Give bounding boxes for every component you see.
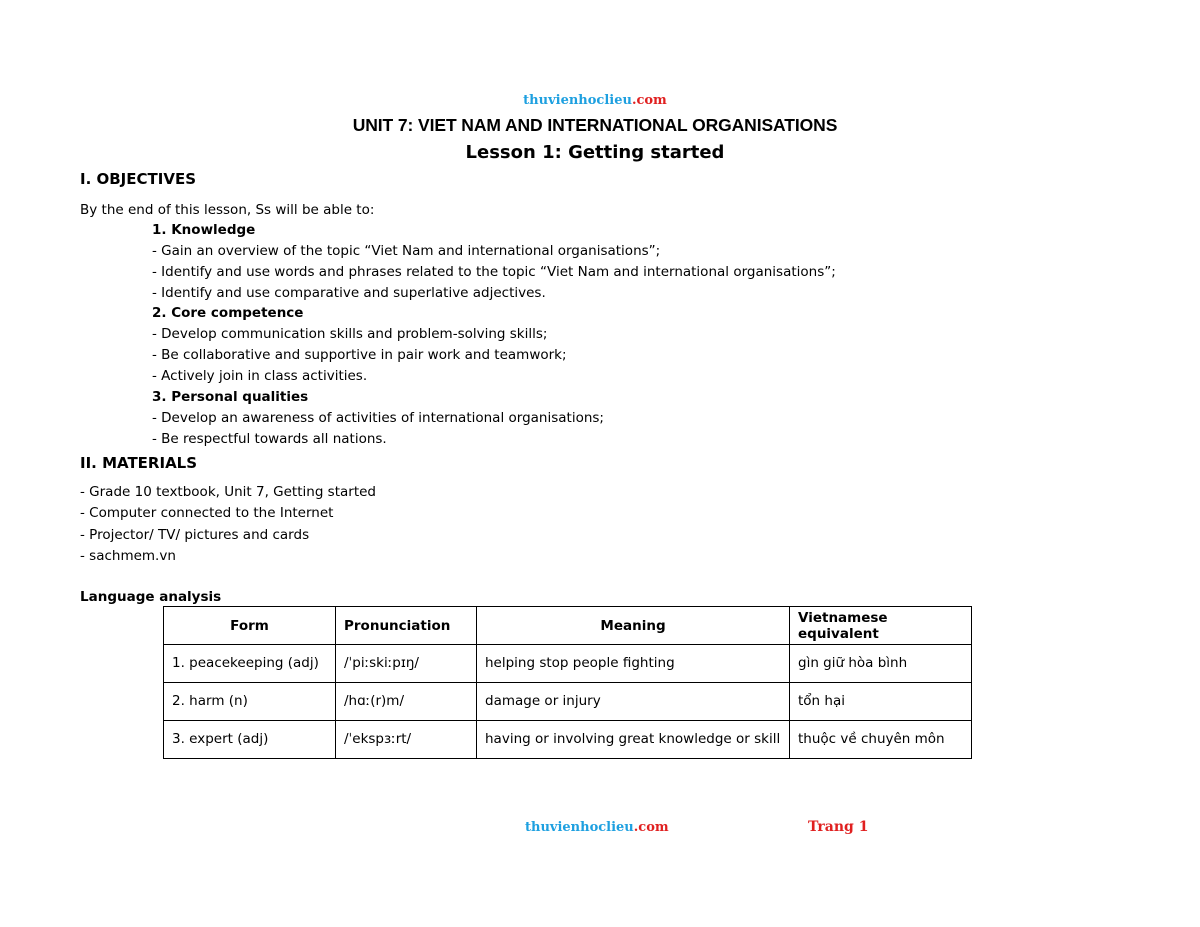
cell-vietnamese: gìn giữ hòa bình	[790, 645, 972, 683]
knowledge-item: - Gain an overview of the topic “Viet Nam and international organisations”;	[152, 243, 661, 259]
materials-heading: II. MATERIALS	[80, 454, 198, 472]
cell-pronunciation: /hɑː(r)m/	[336, 683, 477, 721]
cell-vietnamese: thuộc về chuyên môn	[790, 721, 972, 759]
knowledge-item: - Identify and use words and phrases related to the topic “Viet Nam and international organisations”;	[152, 264, 836, 280]
cell-pronunciation: /ˈekspɜːrt/	[336, 721, 477, 759]
cell-meaning: having or involving great knowledge or skill	[477, 721, 790, 759]
cell-vietnamese: tổn hại	[790, 683, 972, 721]
cell-pronunciation: /ˈpiːskiːpɪŋ/	[336, 645, 477, 683]
competence-item: - Be collaborative and supportive in pair work and teamwork;	[152, 347, 567, 363]
header-site-name: thuvienhoclieu	[523, 93, 632, 108]
competence-heading: 2. Core competence	[152, 305, 304, 321]
header-site-link[interactable]	[0, 93, 1190, 108]
footer-site-domain: .com	[633, 820, 669, 835]
competence-item: - Develop communication skills and problem-solving skills;	[152, 326, 548, 342]
qualities-item: - Be respectful towards all nations.	[152, 431, 387, 447]
table-row	[164, 645, 972, 683]
language-analysis-heading: Language analysis	[80, 589, 222, 605]
qualities-heading: 3. Personal qualities	[152, 389, 309, 405]
table-row	[164, 721, 972, 759]
materials-item: - Grade 10 textbook, Unit 7, Getting started	[80, 484, 376, 500]
page-number: Trang 1	[808, 819, 869, 835]
objectives-intro: By the end of this lesson, Ss will be able to:	[80, 202, 375, 218]
objectives-heading: I. OBJECTIVES	[80, 170, 196, 188]
footer-site-name: thuvienhoclieu	[525, 820, 634, 835]
footer-site-link[interactable]	[525, 820, 669, 835]
unit-title: UNIT 7: VIET NAM AND INTERNATIONAL ORGANISATIONS	[352, 115, 838, 135]
knowledge-heading: 1. Knowledge	[152, 222, 256, 238]
table-header-row	[164, 607, 972, 645]
header-site-domain: .com	[631, 93, 667, 108]
cell-meaning: damage or injury	[477, 683, 790, 721]
materials-item: - sachmem.vn	[80, 548, 176, 564]
table-row	[164, 683, 972, 721]
column-header-meaning: Meaning	[477, 607, 790, 645]
lesson-title: Lesson 1: Getting started	[465, 142, 725, 163]
column-header-vietnamese: Vietnamese equivalent	[790, 607, 972, 645]
competence-item: - Actively join in class activities.	[152, 368, 368, 384]
column-header-form: Form	[164, 607, 336, 645]
qualities-item: - Develop an awareness of activities of international organisations;	[152, 410, 604, 426]
materials-item: - Computer connected to the Internet	[80, 505, 334, 521]
knowledge-item: - Identify and use comparative and superlative adjectives.	[152, 285, 546, 301]
cell-meaning: helping stop people fighting	[477, 645, 790, 683]
cell-form: 3. expert (adj)	[164, 721, 336, 759]
cell-form: 1. peacekeeping (adj)	[164, 645, 336, 683]
column-header-pronunciation: Pronunciation	[336, 607, 477, 645]
language-analysis-table	[163, 606, 972, 759]
cell-form: 2. harm (n)	[164, 683, 336, 721]
materials-item: - Projector/ TV/ pictures and cards	[80, 527, 310, 543]
